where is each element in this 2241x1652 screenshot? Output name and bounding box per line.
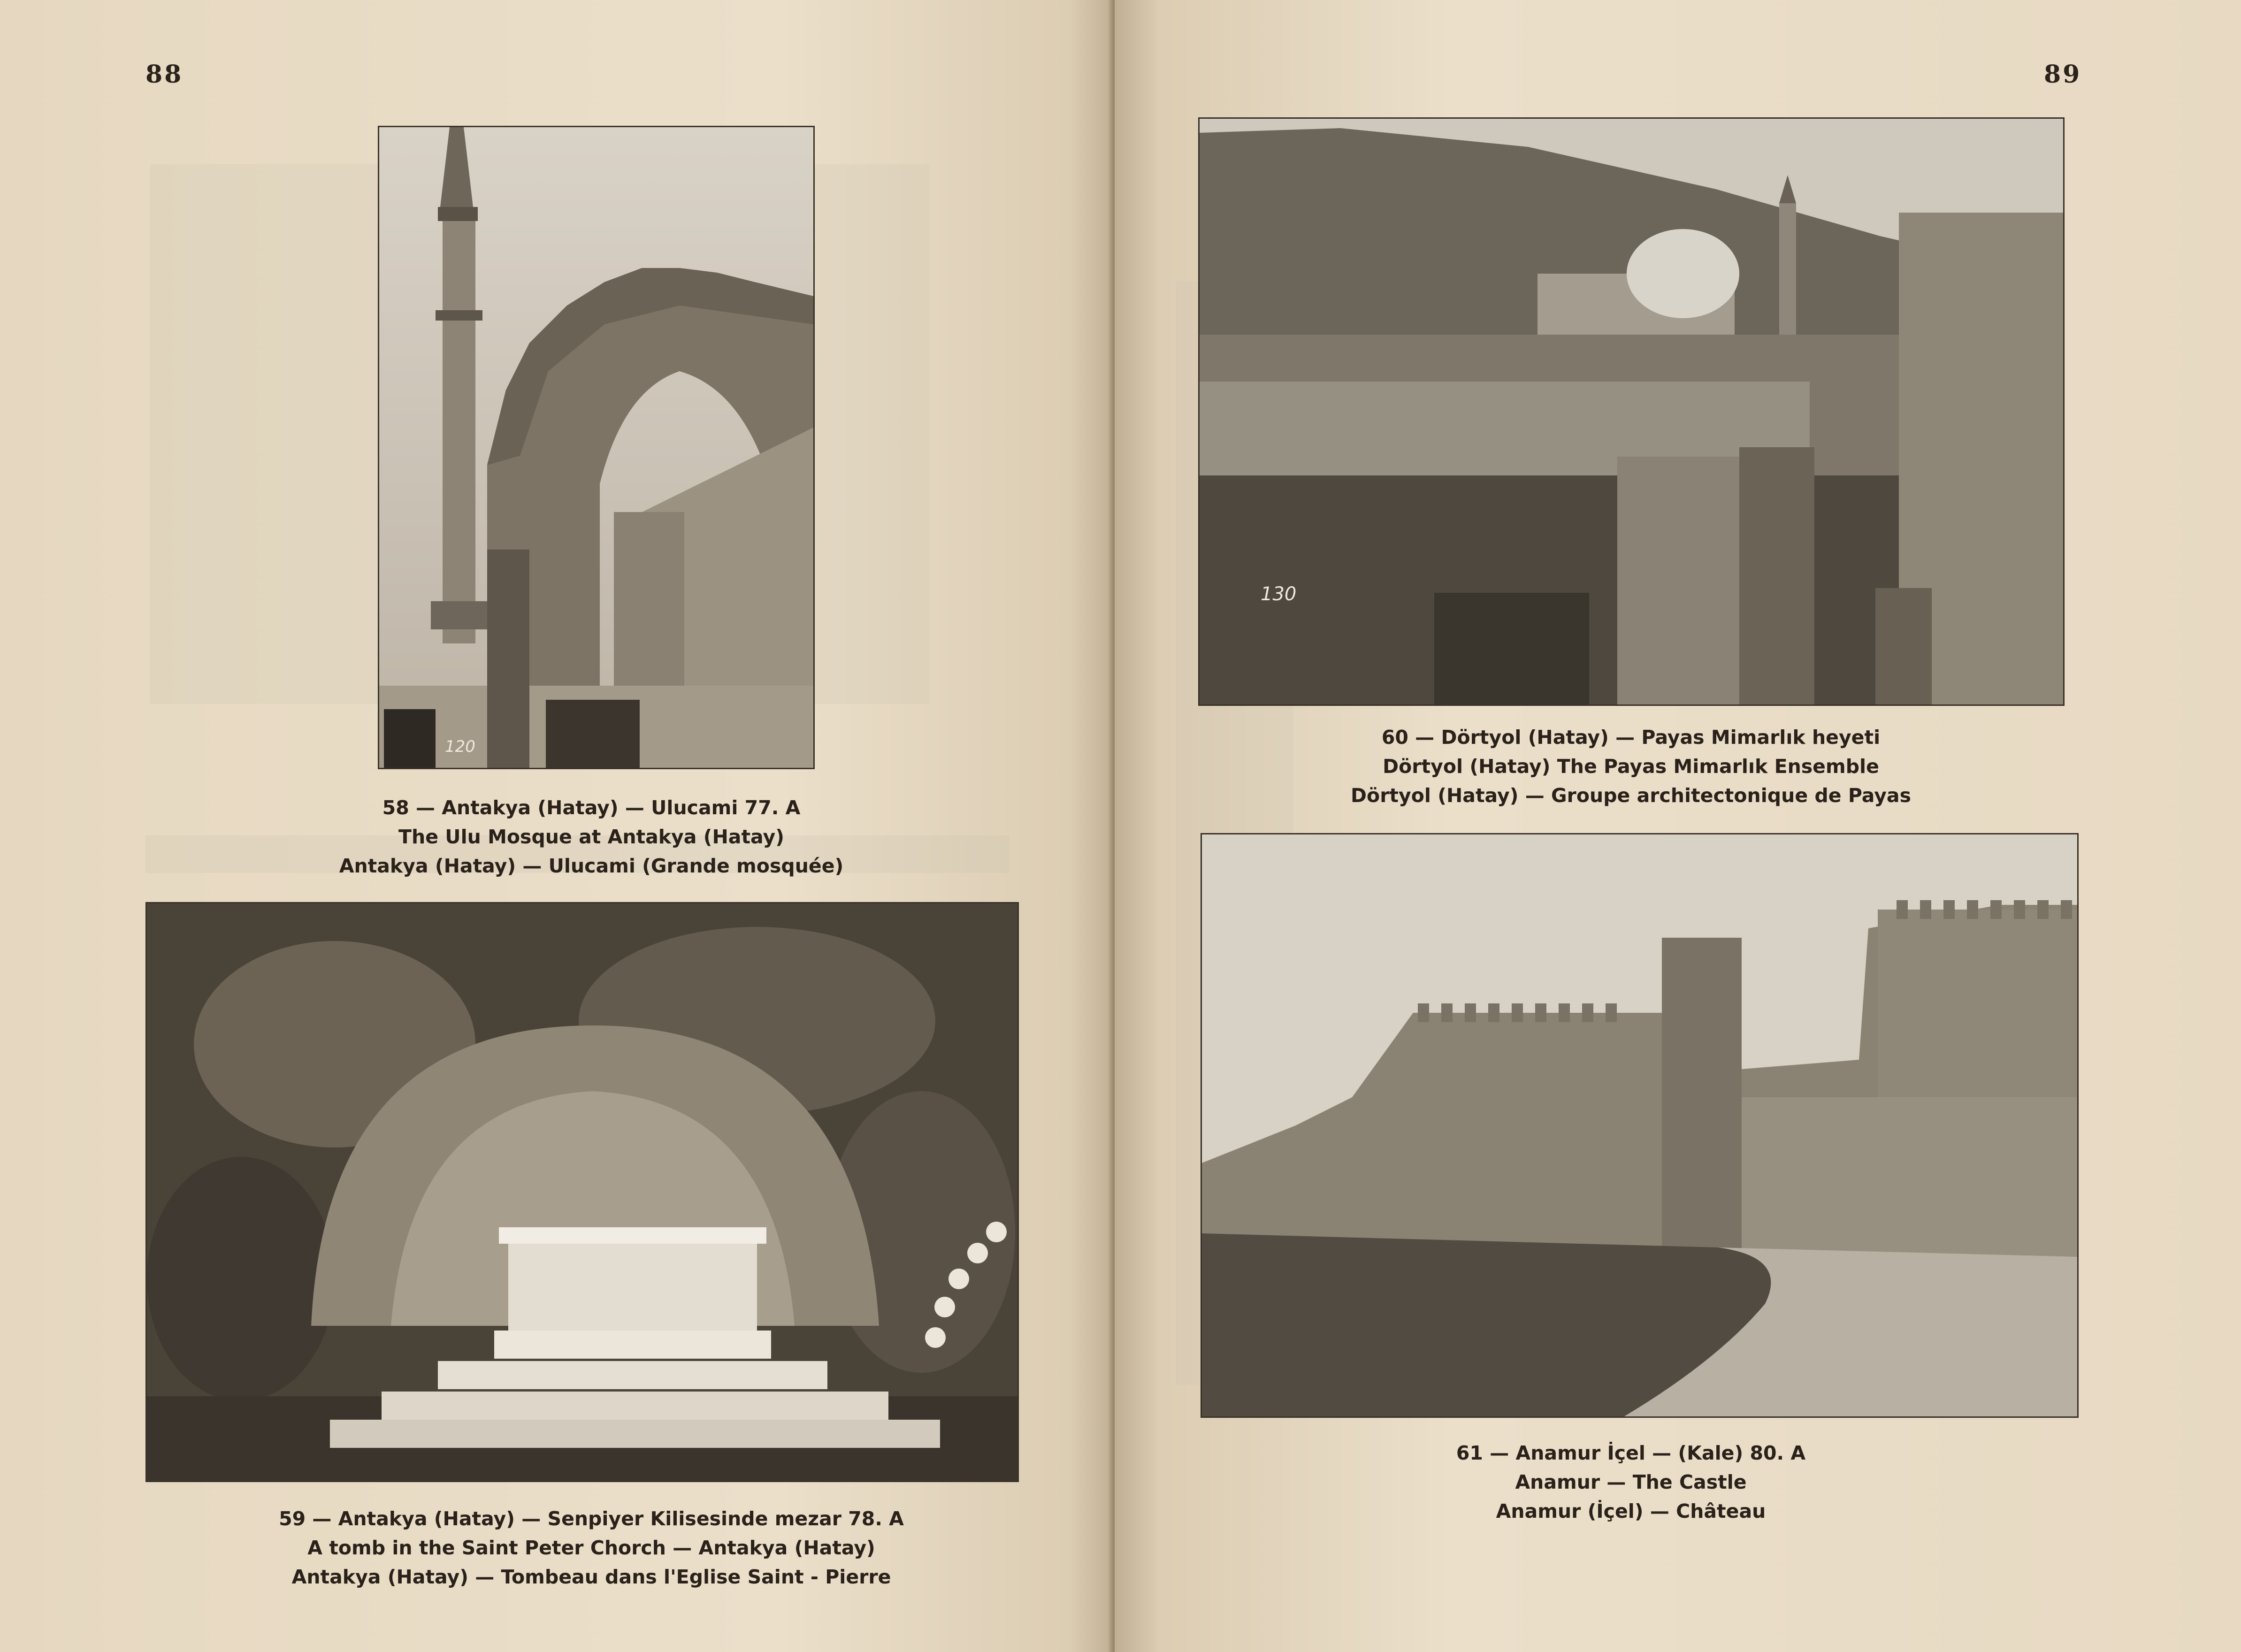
- photo-archive-number: 120: [445, 737, 475, 756]
- page-number-left: 88: [145, 60, 184, 89]
- caption-line-turkish: 59 — Antakya (Hatay) — Senpiyer Kilisesinde mezar 78. A: [279, 1507, 904, 1530]
- caption-line-french: Anamur (İçel) — Château: [1496, 1500, 1766, 1522]
- caption-line-french: Antakya (Hatay) — Tombeau dans l'Eglise Saint - Pierre: [291, 1566, 891, 1588]
- caption-line-english: Anamur — The Castle: [1515, 1471, 1747, 1493]
- photo-plate-59-tomb: [145, 902, 1019, 1482]
- photo-plate-61-anamur-castle: [1201, 833, 2079, 1418]
- photo-archive-number: 130: [1261, 583, 1297, 605]
- tomb-photo-illustration: [147, 903, 1017, 1481]
- left-page: [0, 0, 1115, 1652]
- caption-plate-58: [282, 793, 901, 880]
- mosque-photo-illustration: [379, 127, 813, 768]
- caption-line-english: A tomb in the Saint Peter Chorch — Antakya (Hatay): [307, 1537, 875, 1559]
- caption-line-french: Dörtyol (Hatay) — Groupe architectonique de Payas: [1351, 784, 1911, 807]
- caption-plate-61: [1396, 1438, 1866, 1526]
- photo-plate-58-ulu-mosque: [378, 126, 815, 769]
- photo-plate-60-payas: [1198, 117, 2065, 706]
- page-number-right: 89: [2044, 60, 2082, 89]
- caption-line-french: Antakya (Hatay) — Ulucami (Grande mosquée): [339, 855, 844, 877]
- caption-line-turkish: 60 — Dörtyol (Hatay) — Payas Mimarlık heyeti: [1381, 726, 1881, 749]
- caption-line-english: Dörtyol (Hatay) The Payas Mimarlık Ensemble: [1383, 755, 1879, 778]
- caption-plate-59: [225, 1504, 957, 1591]
- payas-photo-illustration: [1200, 119, 2063, 704]
- caption-line-turkish: 58 — Antakya (Hatay) — Ulucami 77. A: [382, 796, 801, 819]
- caption-plate-60: [1291, 723, 1971, 810]
- castle-photo-illustration: [1202, 834, 2077, 1416]
- right-page: [1115, 0, 2241, 1652]
- caption-line-english: The Ulu Mosque at Antakya (Hatay): [398, 826, 784, 848]
- caption-line-turkish: 61 — Anamur İçel — (Kale) 80. A: [1456, 1442, 1806, 1464]
